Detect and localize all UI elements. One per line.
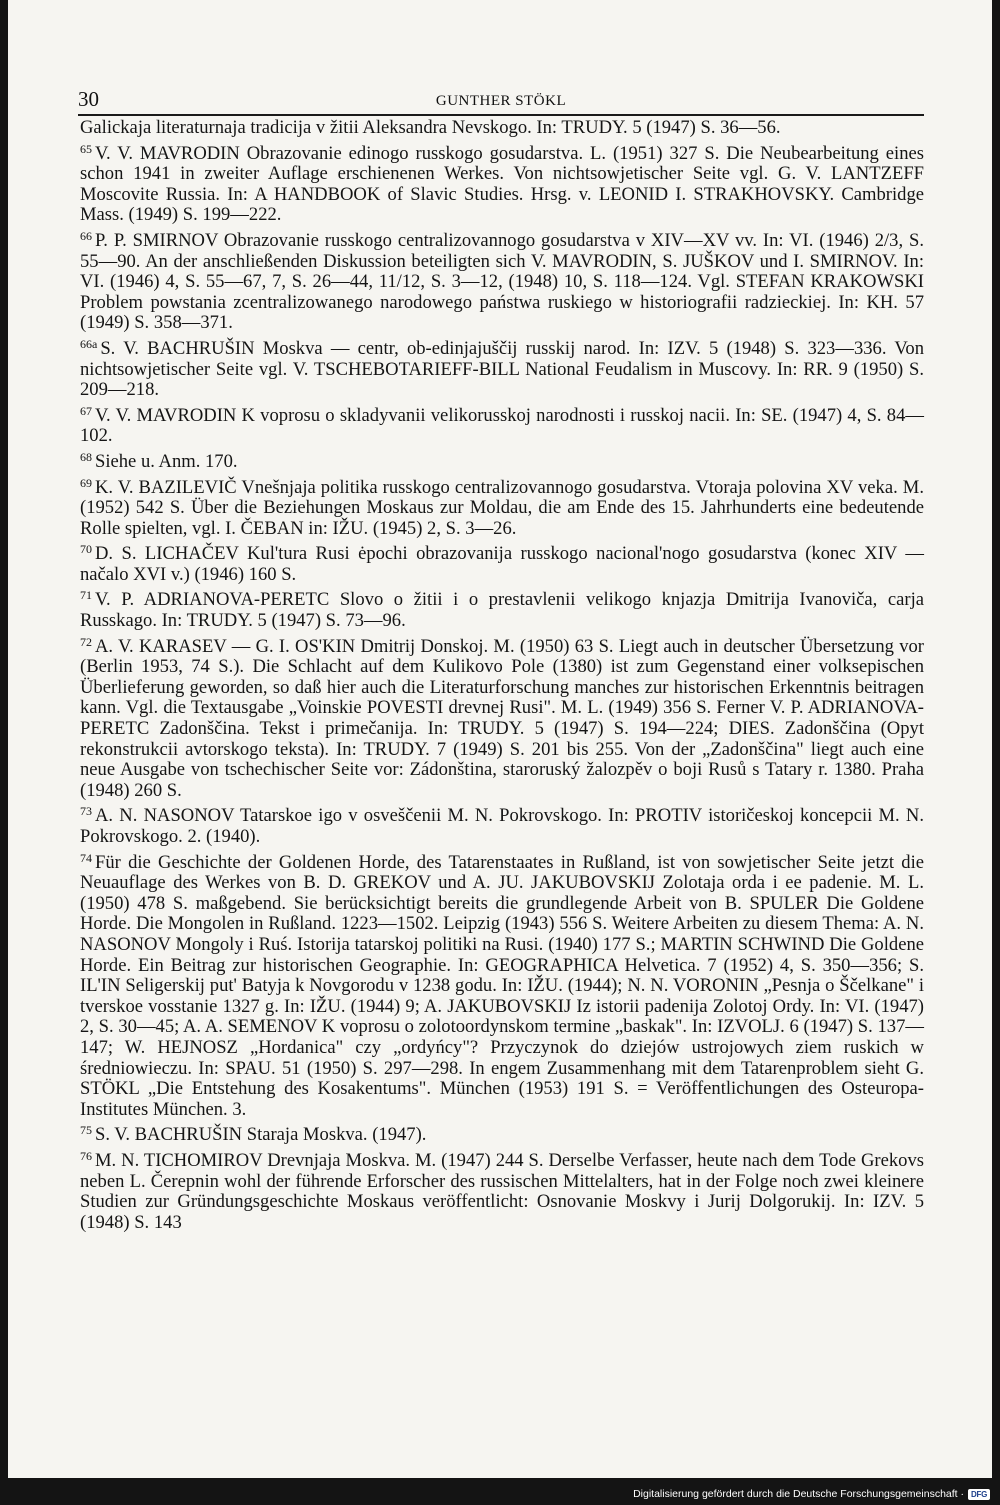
footer-text: Digitalisierung gefördert durch die Deutsche Forschungsgemeinschaft ·: [633, 1488, 964, 1500]
footnote: [80, 334, 924, 401]
footnote: [80, 539, 924, 585]
footnote: [80, 139, 924, 226]
page-header: [78, 86, 924, 116]
footnote: [80, 401, 924, 447]
footnote-number: 73: [80, 804, 92, 819]
footnote-number: 68: [80, 449, 92, 464]
footnote-number: 71: [80, 588, 92, 603]
footnote-number: 66: [80, 228, 92, 243]
dfg-logo-icon: DFG: [968, 1489, 990, 1500]
footnote-number: 65: [80, 141, 92, 156]
footnote-list: [80, 139, 924, 1234]
footnote-text: Für die Geschichte der Goldenen Horde, des Tatarenstaates in Rußland, ist von sowjetischer Seite jetzt die Neuauflage des Werkes von B. D. GREKOV und A. JU. JAKUBOVSKIJ Zolotaja orda i ee padenie. M. L. (1950) 478 S. maßgebend. Sie berücksichtigt bereits die grundlegende Arbeit von B. SPULER Die Goldene Horde. Die Mongolen in Rußland. 1223—1502. Leipzig (1943) 556 S. Weitere Arbeiten zu diesem Thema: A. N. NASONOV Mongoly i Ruś. Istorija tatarskoj politiki na Rusi. (1940) 177 S.; MARTIN SCHWIND Die Goldene Horde. Ein Beitrag zur historischen Geographie. In: GEOGRAPHICA Helvetica. 7 (1952) 4, S. 350—356; S. IL'IN Seligerskij put' Batyja k Novgorodu v 1238 godu. In: IŽU. (1944); N. N. VORONIN „Pesnja o Ščelkane" i tverskoe vosstanie 1327 g. In: IŽU. (1944) 9; A. JAKUBOVSKIJ Iz istorii padenija Zolotoj Ordy. In: VI. (1947) 2, S. 30—45; A. A. SEMENOV K voprosu o zolotoordynskom termine „baskak". In: IZVOLJ. 6 (1947) S. 137—147; W. HEJNOSZ „Hordanica" czy „ordyńcy"? Przyczynok do dziejów ustrojowych ziem ruskich w średniowieczu. In: SPAU. 51 (1950) S. 297—298. In engem Zusammenhang mit dem Tatarenproblem sieht G. STÖKL „Die Entstehung des Kosakentums". München (1953) 191 S. = Veröffentlichungen des Osteuropa-Institutes München. 3.: [80, 851, 924, 1120]
page-number: 30: [78, 87, 99, 111]
footnote: [80, 226, 924, 334]
footnote-text: K. V. BAZILEVIČ Vnešnjaja politika russkogo centralizovannogo gosudarstva. Vtoraja polovina XV veka. M. (1952) 542 S. Über die Beziehungen Moskaus zur Moldau, die am Ende des 15. Jahrhunderts eine bedeutende Rolle spielten, vgl. I. ČEBAN in: IŽU. (1945) 2, S. 3—26.: [80, 476, 924, 539]
footnote-text: V. V. MAVRODIN Obrazovanie edinogo russkogo gosudarstva. L. (1951) 327 S. Die Neubearbeitung eines schon 1941 in zweiter Auflage erschienenen Werkes. Von nichtsowjetischer Seite vgl. G. V. LANTZEFF Moscovite Russia. In: A HANDBOOK of Slavic Studies. Hrsg. v. LEONID I. STRAKHOVSKY. Cambridge Mass. (1949) S. 199—222.: [80, 142, 924, 226]
footnote-number: 67: [80, 403, 92, 418]
footnote: [80, 1146, 924, 1233]
footnote-text: A. N. NASONOV Tatarskoe igo v osveščenii M. N. Pokrovskogo. In: PROTIV istoričeskoj koncepcii M. N. Pokrovskogo. 2. (1940).: [80, 805, 924, 847]
footnote: [80, 632, 924, 802]
digitization-footer: [633, 1488, 990, 1500]
footnote-number: 75: [80, 1123, 92, 1138]
book-page: [8, 0, 992, 1478]
footnotes-body: [80, 118, 924, 1233]
footnote: [80, 1120, 924, 1146]
footnote-text: V. V. MAVRODIN K voprosu o skladyvanii velikorusskoj narodnosti i russkoj nacii. In: SE. (1947) 4, S. 84—102.: [80, 404, 924, 447]
footnote-text: M. N. TICHOMIROV Drevnjaja Moskva. M. (1947) 244 S. Derselbe Verfasser, heute nach dem Tode Grekovs neben L. Čerepnin wohl der führende Erforscher des russischen Mittelalters, hat in der Folge noch zwei kleinere Studien zur Gründungsgeschichte Moskaus veröffentlicht: Osnovanie Moskvy i Jurij Dolgorukij. In: IZV. 5 (1948) S. 143: [80, 1149, 924, 1233]
footnote: [80, 447, 924, 473]
footnote-number: 74: [80, 850, 92, 865]
footnote-text: D. S. LICHAČEV Kul'tura Rusi ėpochi obrazovanija russkogo nacional'nogo gosudarstva (konec XIV — načalo XVI v.) (1946) 160 S.: [80, 543, 924, 585]
continuation-text: Galickaja literaturnaja tradicija v žitii Aleksandra Nevskogo. In: TRUDY. 5 (1947) S. 36—56.: [80, 117, 781, 138]
footnote: [80, 473, 924, 540]
footnote: [80, 585, 924, 631]
footnote-text: V. P. ADRIANOVA-PERETC Slovo o žitii i o prestavlenii velikogo knjazja Dmitrija Ivanoviča, carja Russkago. In: TRUDY. 5 (1947) S. 73—96.: [80, 589, 924, 632]
running-head: GUNTHER STÖKL: [435, 93, 567, 109]
footnote-number: 76: [80, 1148, 92, 1163]
footnote: [80, 848, 924, 1121]
footnote-number: 70: [80, 542, 92, 557]
footnote-number: 69: [80, 475, 92, 490]
footnote-text: A. V. KARASEV — G. I. OS'KIN Dmitrij Donskoj. M. (1950) 63 S. Liegt auch in deutscher Übersetzung vor (Berlin 1953, 74 S.). Die Schlacht auf dem Kulikovo Pole (1380) ist zum Gegenstand einer volksepischen Überlieferung geworden, so daß hier auch die Literaturforschung manches zur historischen Erkenntnis beitragen kann. Vgl. die Textausgabe „Voinskie POVESTI drevnej Rusi". M. L. (1949) 356 S. Ferner V. P. ADRIANOVA-PERETC Zadonščina. Tekst i primečanija. In: TRUDY. 5 (1947) S. 194—224; DIES. Zadonščina (Opyt rekonstrukcii avtorskogo teksta). In: TRUDY. 7 (1949) S. 201 bis 255. Von der „Zadonščina" liegt auch eine neue Ausgabe von tschechischer Seite vor: Zádonština, staroruský žalozpěv o boji Rusů s Tatary r. 1380. Praha (1948) 260 S.: [80, 635, 924, 801]
footnote-text: S. V. BACHRUŠIN Moskva — centr, ob-edinjajuščij russkij narod. In: IZV. 5 (1948) S. 323—336. Von nichtsowjetischer Seite vgl. V. TSCHEBOTARIEFF-BILL National Feudalism in Muscovy. In: RR. 9 (1950) S. 209—218.: [80, 337, 924, 401]
footnote-text: Siehe u. Anm. 170.: [95, 450, 238, 472]
footnote-text: S. V. BACHRUŠIN Staraja Moskva. (1947).: [95, 1124, 427, 1146]
footnote-number: 72: [80, 634, 92, 649]
footnote: [80, 801, 924, 847]
footnote-text: P. P. SMIRNOV Obrazovanie russkogo centralizovannogo gosudarstva v XIV—XV vv. In: VI. (1946) 2/3, S. 55—90. An der anschließenden Diskussion beteiligten sich V. MAVRODIN, S. JUŠKOV und I. SMIRNOV. In: VI. (1946) 4, S. 55—67, 7, S. 26—44, 11/12, S. 3—12, (1948) 10, S. 118—124. Vgl. STEFAN KRAKOWSKI Problem powstania zcentralizowanego narodowego państwa ruskiego w historiografii radzieckiej. In: KH. 57 (1949) S. 358—371.: [80, 229, 924, 334]
footnote-number: 66a: [80, 336, 98, 351]
